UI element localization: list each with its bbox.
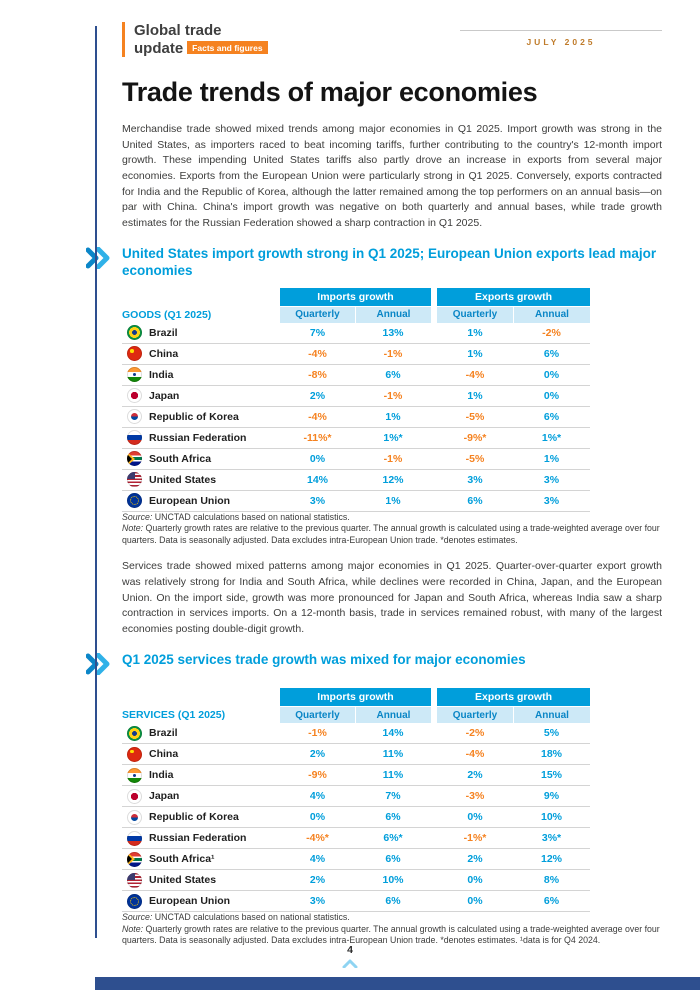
exports-quarterly-value: -2% <box>465 727 485 740</box>
imports-annual-value: 6% <box>385 811 401 824</box>
page-content <box>122 0 662 947</box>
imports-quarterly-value: 0% <box>309 811 326 824</box>
exports-annual-value: 1%* <box>541 431 562 444</box>
exports-annual-value: 0% <box>543 389 560 402</box>
exports-quarterly-value: 6% <box>467 494 483 507</box>
exports-annual-value: 15% <box>540 769 562 782</box>
goods-table-label: GOODS (Q1 2025) <box>122 308 212 321</box>
source-label: Source: <box>122 912 153 923</box>
imports-annual-value: 13% <box>382 326 404 339</box>
table-row <box>122 344 590 365</box>
flag-united-states-icon <box>127 472 142 487</box>
flag-united-states-icon <box>127 873 142 888</box>
imports-annual-value: 7% <box>385 790 401 803</box>
exports-quarterly-value: 1% <box>467 326 483 339</box>
goods-table-group-header <box>122 288 590 306</box>
double-chevron-right-icon <box>86 245 122 274</box>
goods-table <box>122 288 590 512</box>
services-table-label: SERVICES (Q1 2025) <box>122 709 226 722</box>
imports-annual-value: 12% <box>382 473 404 486</box>
country-label: Republic of Korea <box>149 811 239 824</box>
note-text: Quarterly growth rates are relative to the previous quarter. The annual growth is calculated using a trade-weighted average over four quarters. Data is seasonally adjusted. Data excludes intra-European Union trade. *denotes estimates. ¹data is for Q4 2024. <box>122 923 660 946</box>
imports-growth-header: Imports growth <box>280 688 431 706</box>
exports-quarterly-value: -1%* <box>463 832 487 845</box>
flag-india-icon <box>127 367 142 382</box>
imports-annual-value: 11% <box>382 748 404 761</box>
flag-korea-icon <box>127 810 142 825</box>
table-row <box>122 723 590 744</box>
country-label: India <box>149 769 174 782</box>
country-label: Brazil <box>149 727 178 740</box>
exports-annual-value: -2% <box>542 326 561 339</box>
exports-annual-value: 12% <box>540 853 562 866</box>
goods-section-heading: United States import growth strong in Q1 2025; European Union exports lead major economies <box>122 246 657 279</box>
flag-russia-icon <box>127 430 142 445</box>
goods-table-note <box>122 523 662 546</box>
imports-annual-value: 1% <box>385 410 401 423</box>
imports-annual-value: 6%* <box>383 832 403 845</box>
table-row <box>122 765 590 786</box>
imports-quarterly-value: -4% <box>308 347 327 360</box>
exports-quarterly-value: -5% <box>465 410 485 423</box>
country-label: China <box>149 748 179 761</box>
exports-annual-value: 6% <box>543 347 560 360</box>
flag-japan-icon <box>127 789 142 804</box>
imports-quarterly-value: -8% <box>308 368 327 381</box>
imports-quarterly-value: -1% <box>308 727 327 740</box>
country-label: Brazil <box>149 326 178 339</box>
goods-table-source <box>122 512 662 524</box>
exports-quarterly-value: -4% <box>465 368 485 381</box>
table-row <box>122 744 590 765</box>
country-label: India <box>149 368 174 381</box>
services-section-heading: Q1 2025 services trade growth was mixed for major economies <box>122 652 526 668</box>
country-label: Russian Federation <box>149 431 247 444</box>
table-row <box>122 386 590 407</box>
source-text: UNCTAD calculations based on national statistics. <box>154 912 350 923</box>
table-row <box>122 491 590 512</box>
table-row <box>122 870 590 891</box>
table-row <box>122 365 590 386</box>
source-label: Source: <box>122 511 153 522</box>
imports-annual-value: 11% <box>382 769 404 782</box>
country-label: South Africa <box>149 452 212 465</box>
exports-annual-header: Annual <box>513 707 590 723</box>
table-row <box>122 891 590 912</box>
footer-bar <box>95 977 700 990</box>
exports-quarterly-value: 0% <box>467 895 483 908</box>
exports-annual-value: 18% <box>540 748 562 761</box>
flag-european-union-icon <box>127 493 142 508</box>
exports-quarterly-value: -4% <box>465 748 485 761</box>
country-label: United States <box>149 874 217 887</box>
imports-annual-value: 14% <box>382 727 404 740</box>
note-label: Note: <box>122 923 144 934</box>
imports-annual-value: 1% <box>385 494 401 507</box>
publication-logo <box>122 22 268 57</box>
logo-accent-bar <box>122 22 125 57</box>
left-vertical-rule <box>95 26 97 938</box>
country-label: Russian Federation <box>149 832 247 845</box>
imports-quarterly-value: 4% <box>309 790 326 803</box>
page-number: 4 <box>347 944 353 956</box>
table-row <box>122 849 590 870</box>
services-table-source <box>122 912 662 924</box>
table-row <box>122 828 590 849</box>
exports-quarterly-value: 0% <box>467 874 483 887</box>
country-label: China <box>149 347 179 360</box>
country-label: Japan <box>149 790 180 803</box>
page-title: Trade trends of major economies <box>122 77 538 108</box>
imports-quarterly-value: 3% <box>309 494 326 507</box>
flag-russia-icon <box>127 831 142 846</box>
services-paragraph: Services trade showed mixed patterns among major economies in Q1 2025. Quarter-over-quarter export growth was relatively strong for India and South Africa, while declines were recorded in China, Japan, and the European Union. On the import side, growth was more pronounced for Japan and South Africa, whereas India saw a sharp contraction in services imports. On a 12-month basis, trade in services remained robust, with many of the largest economies posting double-digit growth. <box>122 560 662 635</box>
imports-annual-value: 6% <box>385 853 401 866</box>
exports-quarterly-value: 0% <box>467 811 483 824</box>
note-text: Quarterly growth rates are relative to the previous quarter. The annual growth is calculated using a trade-weighted average over four quarters. Data is seasonally adjusted. Data excludes intra-European Union trade. *denotes estimates. <box>122 523 660 545</box>
exports-growth-header: Exports growth <box>437 688 590 706</box>
flag-south-africa-icon <box>127 852 142 867</box>
issue-date: JULY 2025 <box>460 30 662 47</box>
publication-title-line1: Global trade <box>134 22 222 39</box>
exports-quarterly-value: 2% <box>467 853 483 866</box>
exports-quarterly-header: Quarterly <box>437 307 513 323</box>
country-label: Japan <box>149 389 180 402</box>
exports-annual-value: 9% <box>543 790 560 803</box>
imports-quarterly-value: -11%* <box>303 431 332 444</box>
note-label: Note: <box>122 523 144 534</box>
imports-annual-value: 6% <box>385 895 401 908</box>
flag-china-icon <box>127 747 142 762</box>
table-row <box>122 449 590 470</box>
flag-india-icon <box>127 768 142 783</box>
exports-annual-value: 6% <box>543 410 560 423</box>
section-services <box>86 651 662 680</box>
exports-quarterly-value: 1% <box>467 347 483 360</box>
imports-annual-header: Annual <box>355 307 431 323</box>
imports-quarterly-value: -4%* <box>306 832 329 845</box>
table-row <box>122 470 590 491</box>
exports-quarterly-value: -9%* <box>463 431 487 444</box>
table-row <box>122 807 590 828</box>
exports-annual-value: 5% <box>543 727 560 740</box>
imports-quarterly-value: -4% <box>308 410 327 423</box>
imports-annual-header: Annual <box>355 707 431 723</box>
country-label: United States <box>149 473 217 486</box>
facts-figures-badge: Facts and figures <box>187 41 267 54</box>
exports-quarterly-header: Quarterly <box>437 707 513 723</box>
imports-annual-value: 1%* <box>383 431 403 444</box>
imports-growth-header: Imports growth <box>280 288 431 306</box>
imports-annual-value: 10% <box>382 874 404 887</box>
country-label: South Africa¹ <box>149 853 215 866</box>
flag-south-africa-icon <box>127 451 142 466</box>
exports-annual-header: Annual <box>513 307 590 323</box>
exports-quarterly-value: 3% <box>467 473 483 486</box>
table-row <box>122 786 590 807</box>
country-label: European Union <box>149 895 231 908</box>
imports-quarterly-value: 14% <box>306 473 328 486</box>
imports-annual-value: -1% <box>383 347 403 360</box>
table-row <box>122 323 590 344</box>
goods-table-sub-header <box>122 307 590 323</box>
flag-brazil-icon <box>127 325 142 340</box>
flag-korea-icon <box>127 409 142 424</box>
imports-annual-value: 6% <box>385 368 401 381</box>
exports-annual-value: 8% <box>543 874 560 887</box>
publication-title <box>134 22 268 57</box>
exports-quarterly-value: 2% <box>467 769 483 782</box>
section-goods <box>86 245 662 280</box>
imports-quarterly-value: 7% <box>309 326 326 339</box>
services-table <box>122 688 590 912</box>
source-text: UNCTAD calculations based on national statistics. <box>154 511 350 522</box>
flag-japan-icon <box>127 388 142 403</box>
services-table-group-header <box>122 688 590 706</box>
imports-quarterly-header: Quarterly <box>280 307 355 323</box>
exports-annual-value: 1% <box>543 452 560 465</box>
exports-quarterly-value: 1% <box>467 389 483 402</box>
imports-quarterly-value: 3% <box>309 895 326 908</box>
exports-annual-value: 3% <box>543 494 560 507</box>
imports-quarterly-value: 2% <box>309 874 326 887</box>
imports-quarterly-value: 0% <box>309 452 326 465</box>
exports-annual-value: 3% <box>543 473 560 486</box>
exports-quarterly-value: -3% <box>465 790 485 803</box>
exports-growth-header: Exports growth <box>437 288 590 306</box>
exports-annual-value: 3%* <box>541 832 562 845</box>
exports-quarterly-value: -5% <box>465 452 485 465</box>
exports-annual-value: 0% <box>543 368 560 381</box>
imports-quarterly-value: 2% <box>309 389 326 402</box>
services-table-sub-header <box>122 707 590 723</box>
publication-title-line2: update <box>134 39 184 57</box>
flag-china-icon <box>127 346 142 361</box>
country-label: Republic of Korea <box>149 410 239 423</box>
table-row <box>122 428 590 449</box>
masthead <box>122 22 662 57</box>
double-chevron-right-icon <box>86 651 122 680</box>
imports-quarterly-value: -9% <box>308 769 327 782</box>
flag-european-union-icon <box>127 894 142 909</box>
exports-annual-value: 6% <box>543 895 560 908</box>
imports-quarterly-value: 2% <box>309 748 326 761</box>
imports-annual-value: -1% <box>383 389 403 402</box>
imports-annual-value: -1% <box>383 452 403 465</box>
imports-quarterly-value: 4% <box>309 853 326 866</box>
imports-quarterly-header: Quarterly <box>280 707 355 723</box>
table-row <box>122 407 590 428</box>
chevron-up-icon <box>342 955 358 973</box>
intro-paragraph: Merchandise trade showed mixed trends among major economies in Q1 2025. Import growth was strong in the United States, as importers raced to beat incoming tariffs, further contributing to the country's 12-month import growth. These impending United States tariffs also partly drove an increase in exports from several major economies. Exports from the European Union were particularly strong in Q1 2025. Conversely, exports contracted for India and the Republic of Korea, although the latter remained among the top performers on an annual basis—on par with China. China's import growth was negative on both quarterly and annual bases, while trade growth estimates for the Russian Federation showed a sharp contraction in Q1 2025. <box>122 123 662 229</box>
flag-brazil-icon <box>127 726 142 741</box>
exports-annual-value: 10% <box>540 811 562 824</box>
country-label: European Union <box>149 494 231 507</box>
